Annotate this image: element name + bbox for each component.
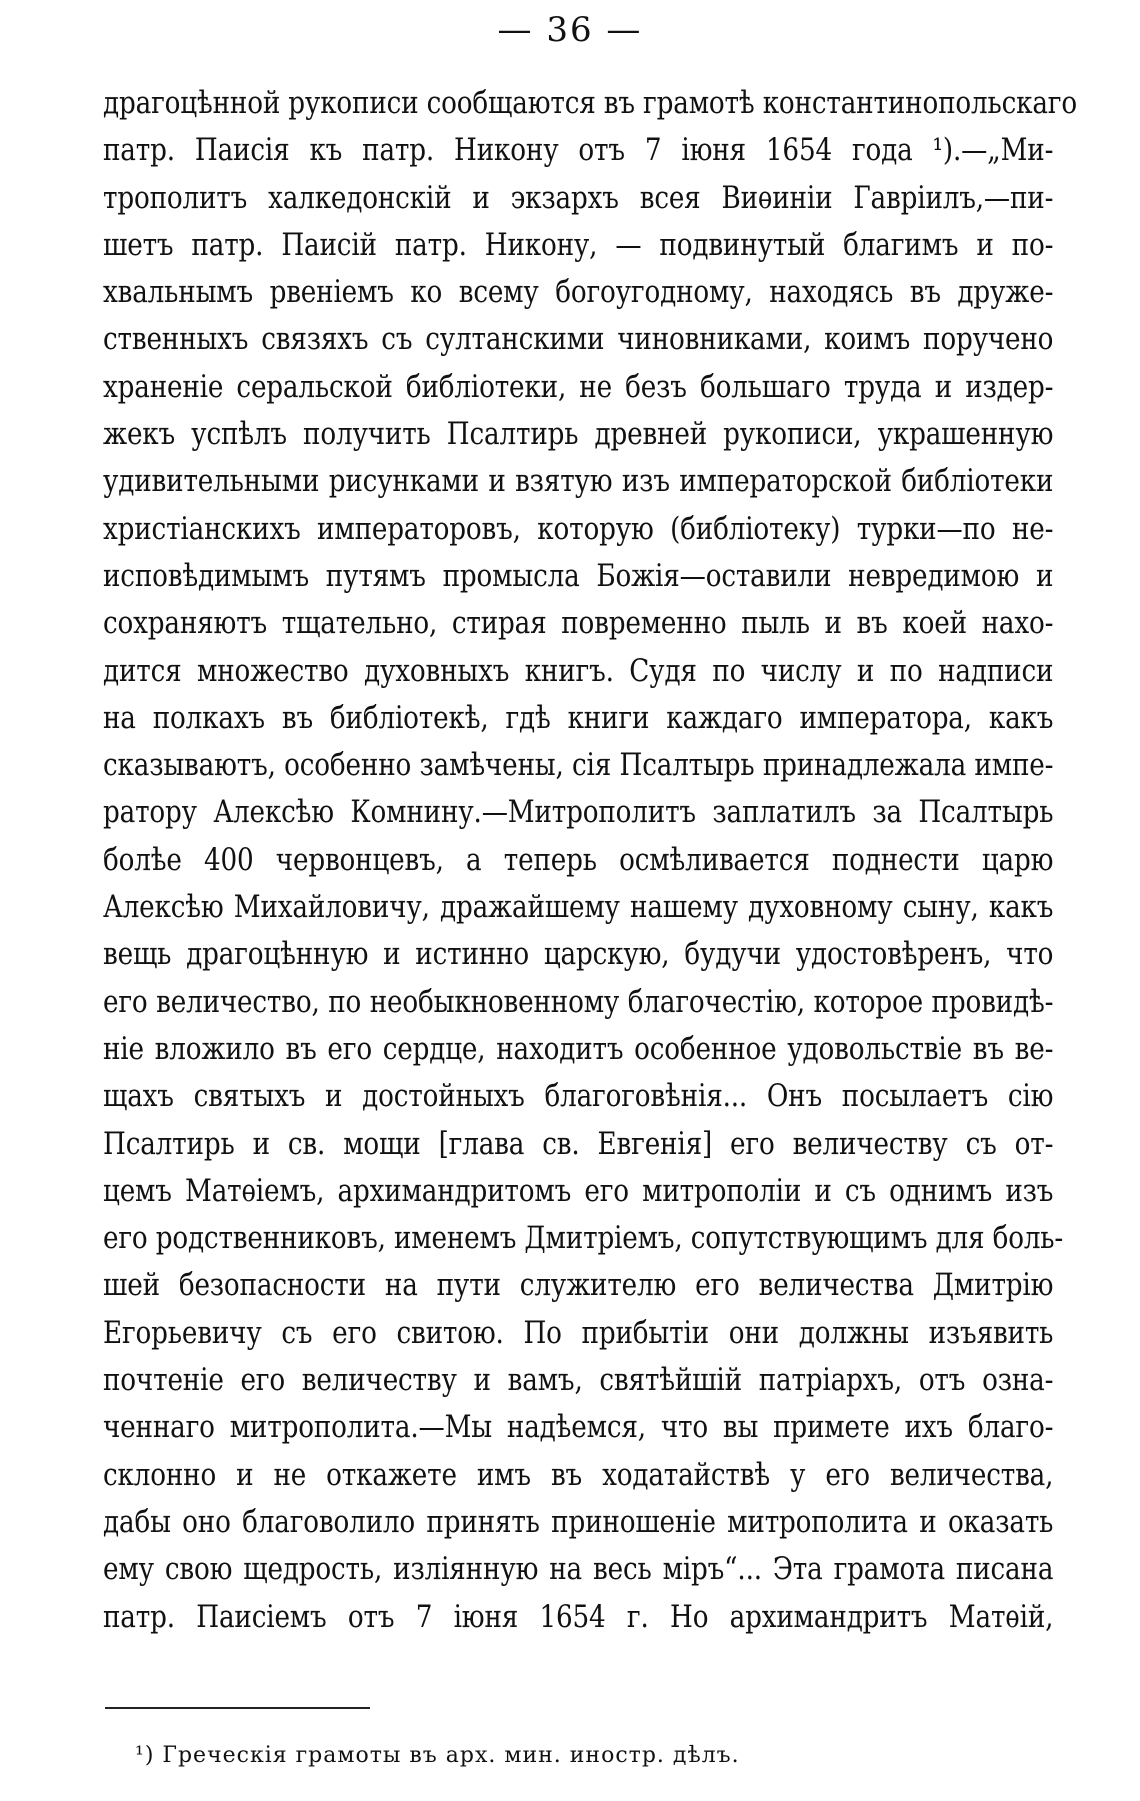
text-line: жекъ успѣлъ получить Псалтирь древней рукописи, украшенную [103, 417, 1054, 453]
text-line: трополитъ халкедонскій и экзархъ всея Виѳиніи Гавріилъ,—пи- [103, 180, 1054, 216]
text-line: ратору Алексѣю Комнину.—Митрополитъ заплатилъ за Псалтырь [103, 795, 1054, 831]
text-line: удивительными рисунками и взятую изъ императорской библіотеки [103, 464, 1054, 500]
text-line: ченнаго митрополита.—Мы надѣемся, что вы примете ихъ благо- [103, 1410, 1054, 1446]
text-line: щахъ святыхъ и достойныхъ благоговѣнія... Онъ посылаетъ сію [103, 1079, 1054, 1115]
text-line: драгоцѣнной рукописи сообщаются въ грамотѣ константинопольскаго [103, 86, 1078, 121]
text-line: христіанскихъ императоровъ, которую (библіотеку) турки—по не- [103, 511, 1054, 547]
text-line: Псалтирь и св. мощи [глава св. Евгенія] его величеству съ от- [103, 1126, 1054, 1162]
text-line: сказываютъ, особенно замѣчены, сія Псалтырь принадлежала импе- [103, 748, 1054, 784]
text-line: ему свою щедрость, изліянную на весь міръ“... Эта грамота писана [103, 1552, 1054, 1588]
text-line: на полкахъ въ библіотекѣ, гдѣ книги каждаго императора, какъ [103, 700, 1054, 736]
text-line: хвальнымъ рвеніемъ ко всему богоугодному, находясь въ друже- [103, 275, 1054, 311]
text-line: Алексѣю Михайловичу, дражайшему нашему духовному сыну, какъ [103, 890, 1054, 926]
footnote: ¹) Греческія грамоты въ арх. мин. иностр. дѣлъ. [135, 1743, 740, 1768]
text-line: храненіе серальской библіотеки, не безъ большаго труда и издер- [103, 369, 1054, 405]
text-line: патр. Паисіемъ отъ 7 іюня 1654 г. Но архимандритъ Матѳій, [103, 1599, 1054, 1635]
text-line: ственныхъ связяхъ съ султанскими чиновниками, коимъ поручено [103, 322, 1054, 358]
text-line: почтеніе его величеству и вамъ, святѣйшій патріархъ, отъ озна- [103, 1363, 1054, 1399]
text-line: сохраняютъ тщательно, стирая повременно пыль и въ коей нахо- [103, 606, 1054, 642]
text-line: ніе вложило въ его сердце, находитъ особенное удовольствіе въ ве- [103, 1031, 1054, 1067]
page-number: — 36 — [497, 10, 643, 50]
text-line: склонно и не откажете имъ въ ходатайствѣ у его величества, [103, 1457, 1054, 1493]
text-line: вещь драгоцѣнную и истинно царскую, будучи удостовѣренъ, что [103, 937, 1054, 973]
body-text [103, 80, 1078, 1641]
text-line: его величество, по необыкновенному благочестію, которое провидѣ- [103, 984, 1054, 1020]
text-line: дится множество духовныхъ книгъ. Судя по числу и по надписи [103, 653, 1054, 689]
text-line: Егорьевичу съ его свитою. По прибытіи они должны изъявить [103, 1315, 1054, 1351]
text-line: шей безопасности на пути служителю его величества Дмитрію [103, 1268, 1054, 1304]
text-line: исповѣдимымъ путямъ промысла Божія—оставили невредимою и [103, 558, 1054, 594]
text-line: дабы оно благоволило принять приношеніе митрополита и оказать [103, 1504, 1054, 1540]
text-line: патр. Паисія къ патр. Никону отъ 7 іюня 1654 года ¹).—„Ми- [103, 133, 1054, 169]
footnote-divider [105, 1707, 370, 1709]
text-line: шетъ патр. Паисій патр. Никону, — подвинутый благимъ и по- [103, 227, 1054, 263]
text-line: болѣе 400 червонцевъ, а теперь осмѣливается поднести царю [103, 842, 1054, 878]
text-line: его родственниковъ, именемъ Дмитріемъ, сопутствующимъ для боль- [103, 1221, 1064, 1257]
text-line: цемъ Матѳіемъ, архимандритомъ его митрополіи и съ однимъ изъ [103, 1173, 1054, 1209]
